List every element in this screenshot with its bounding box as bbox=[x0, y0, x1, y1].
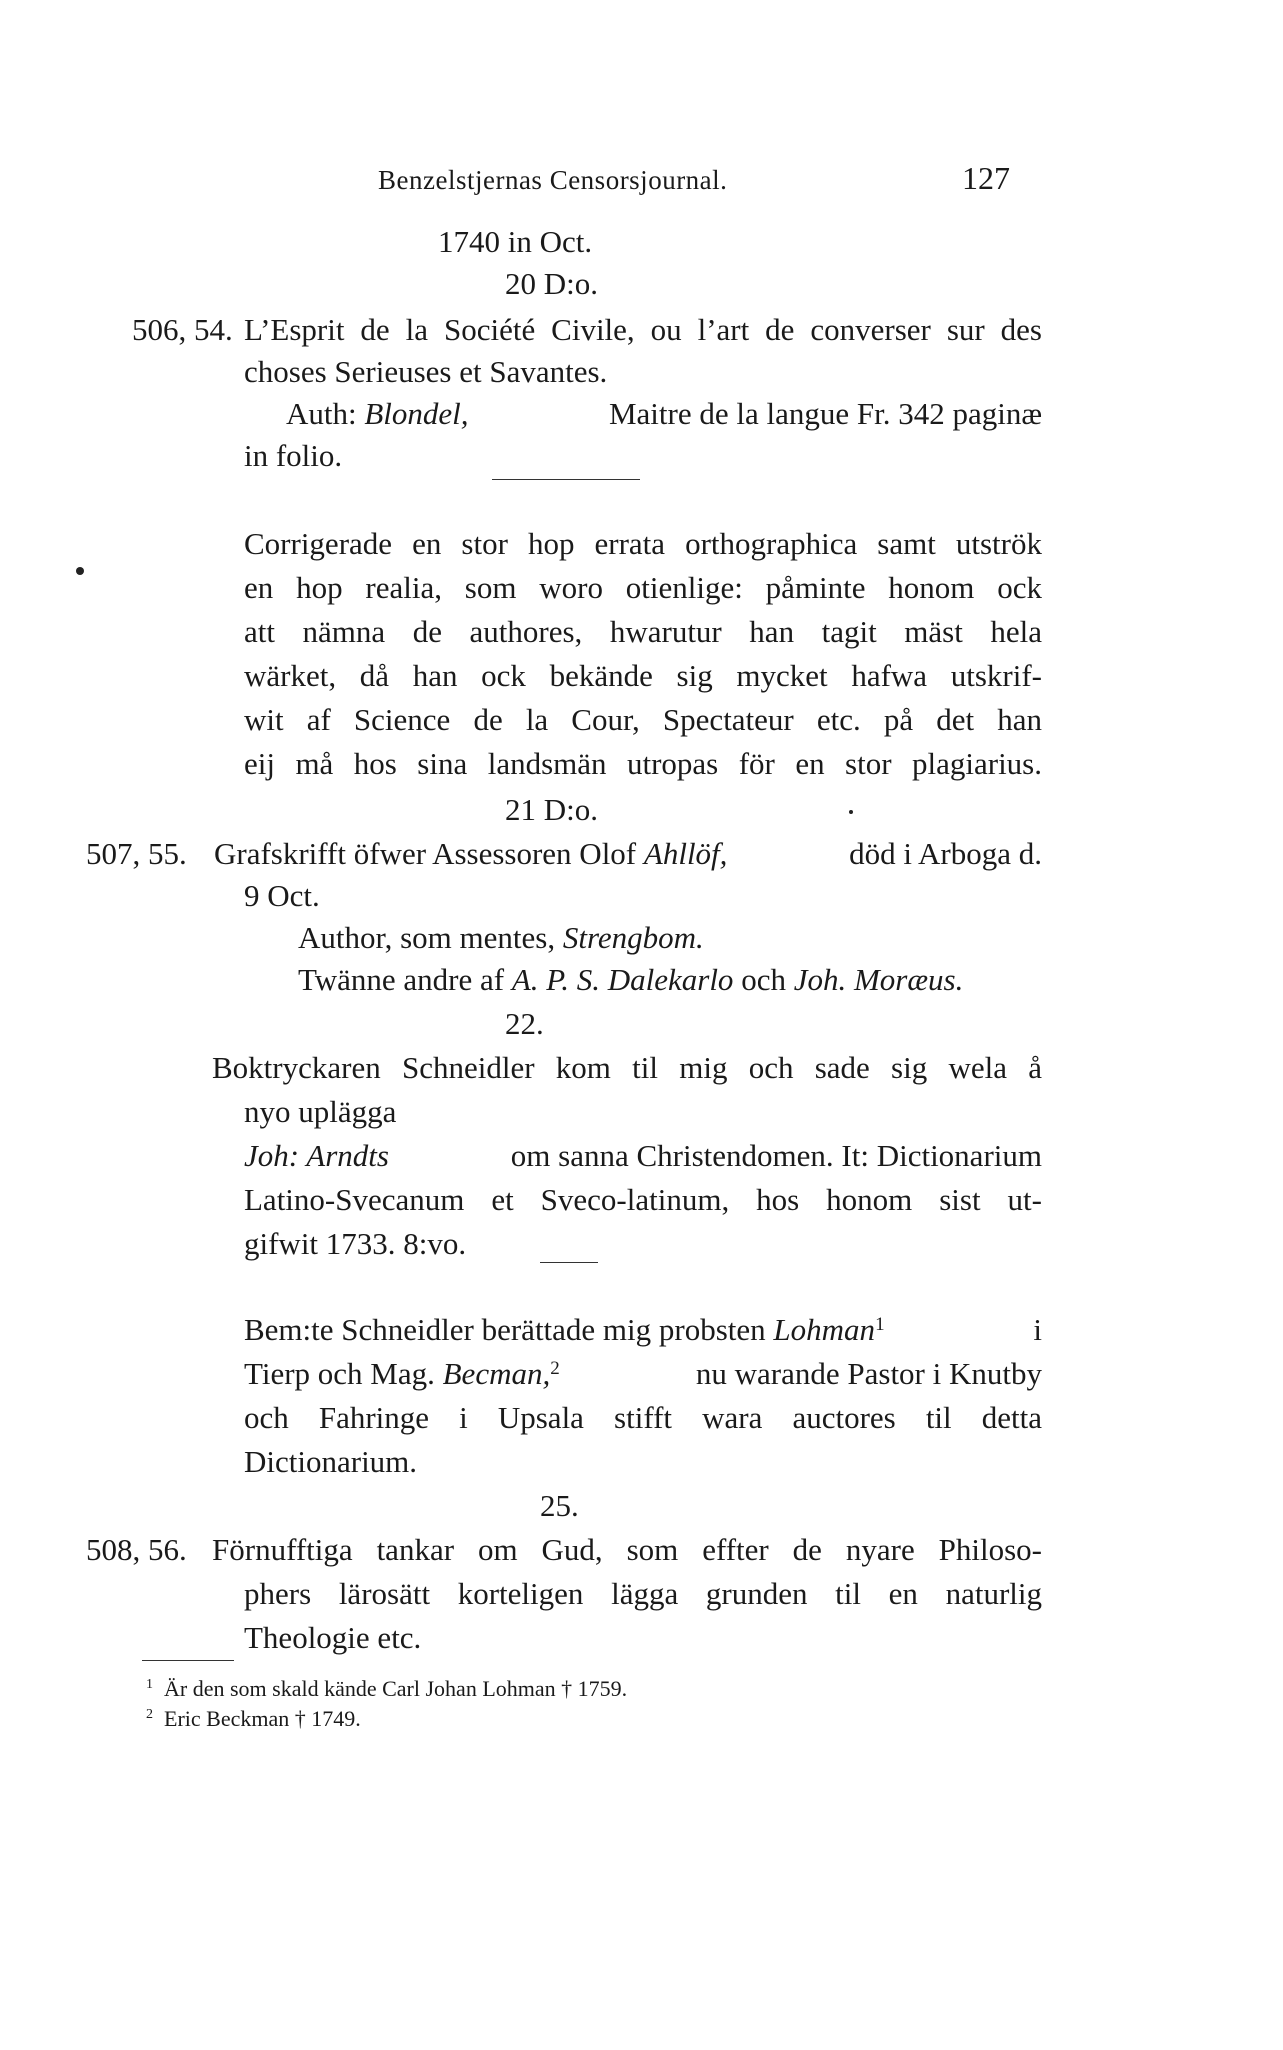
para-2-line-3 bbox=[244, 1136, 1042, 1176]
date-heading-21: 21 D:o. bbox=[505, 792, 598, 827]
date-heading-25: 25. bbox=[540, 1488, 579, 1523]
para-2-name-arndts: Joh: Arndts bbox=[244, 1138, 389, 1173]
para-3-line-2 bbox=[244, 1354, 1042, 1394]
entry-506-line-3 bbox=[286, 394, 1042, 434]
para-1-line-6: eij må hos sina landsmän utropas för en stor plagiarius. bbox=[244, 746, 1042, 781]
para-1-line-2: en hop realia, som woro otienlige: påminte honom ock bbox=[244, 570, 1042, 605]
para-1-line-3: att nämna de authores, hwarutur han tagit mäst hela bbox=[244, 614, 1042, 649]
para-3-name-lohman: Lohman bbox=[773, 1312, 876, 1347]
footnote-1-mark: 1 bbox=[146, 1677, 153, 1692]
footnote-ref-1: 1 bbox=[875, 1314, 885, 1335]
para-2-line-4: Latino-Svecanum et Sveco-latinum, hos honom sist ut- bbox=[244, 1182, 1042, 1217]
entry-507-text-c: Twänne andre af bbox=[298, 962, 512, 997]
entry-507-text-d: och bbox=[733, 962, 794, 997]
entry-506-line-4: in folio. bbox=[244, 438, 343, 473]
para-2-text-rest: om sanna Christendomen. It: Dictionarium bbox=[510, 1138, 1042, 1173]
entry-506-author-name: Blondel, bbox=[364, 396, 469, 431]
footnote-2-mark: 2 bbox=[146, 1707, 153, 1722]
para-3-text-b: i bbox=[1033, 1312, 1042, 1347]
para-3-line-1 bbox=[244, 1310, 1042, 1350]
entry-508-line-2: phers lärosätt korteligen lägga grunden til en naturlig bbox=[244, 1576, 1042, 1611]
entry-508-number: 508, 56. bbox=[86, 1532, 187, 1567]
footnote-2 bbox=[146, 1704, 361, 1734]
entry-507-author-label: Author, som mentes, bbox=[298, 920, 563, 955]
entry-506-auth-rest: Maitre de la langue Fr. 342 paginæ bbox=[608, 396, 1042, 431]
entry-507-text-a: Grafskrifft öfwer Assessoren Olof bbox=[214, 836, 644, 871]
entry-507-line-4 bbox=[298, 960, 963, 1000]
entry-508-line-3: Theologie etc. bbox=[244, 1620, 422, 1655]
footnote-ref-2: 2 bbox=[550, 1358, 560, 1379]
para-1-line-4: wärket, då han ock bekände sig mycket hafwa utskrif- bbox=[244, 658, 1042, 693]
date-heading-22: 22. bbox=[505, 1006, 544, 1041]
footnote-2-text: Eric Beckman † 1749. bbox=[164, 1706, 361, 1731]
running-header-title: Benzelstjernas Censorsjournal. bbox=[378, 165, 728, 195]
entry-507-name-ahllof: Ahllöf, bbox=[643, 836, 728, 871]
entry-506-line-1: L’Esprit de la Société Civile, ou l’art de converser sur des bbox=[244, 312, 1042, 347]
para-3-line-3: och Fahringe i Upsala stifft wara auctores til detta bbox=[244, 1400, 1042, 1435]
date-heading-20: 20 D:o. bbox=[505, 266, 598, 301]
entry-507-name-dalekarlo: A. P. S. Dalekarlo bbox=[511, 962, 734, 997]
para-3-text-c: Tierp och Mag. bbox=[244, 1356, 443, 1391]
footnote-1-text: Är den som skald kände Carl Johan Lohman † 1759. bbox=[164, 1676, 628, 1701]
para-2-line-5: gifwit 1733. 8:vo. bbox=[244, 1226, 467, 1261]
entry-507-name-strengbom: Strengbom. bbox=[562, 920, 704, 955]
entry-507-name-moraeus: Joh. Moræus. bbox=[793, 962, 964, 997]
page-number: 127 bbox=[962, 160, 1010, 196]
entry-507-line-3 bbox=[298, 918, 704, 958]
date-heading-1740: 1740 in Oct. bbox=[438, 224, 593, 259]
stray-dot bbox=[849, 810, 853, 814]
entry-506-number: 506, 54. bbox=[132, 312, 233, 347]
para-3-text-a: Bem:te Schneidler berättade mig probsten bbox=[244, 1312, 774, 1347]
para-2-line-1: Boktryckaren Schneidler kom til mig och sade sig wela å bbox=[212, 1050, 1042, 1085]
separator-rule-1 bbox=[492, 479, 640, 480]
entry-506-auth-label: Auth: bbox=[286, 396, 365, 431]
entry-508-line-1: Förnufftiga tankar om Gud, som effter de nyare Philoso- bbox=[212, 1532, 1042, 1567]
footnote-rule bbox=[142, 1660, 234, 1661]
entry-507-text-b: död i Arboga d. bbox=[849, 836, 1042, 871]
entry-507-line-1 bbox=[214, 834, 1042, 874]
para-3-text-d: nu warande Pastor i Knutby bbox=[695, 1356, 1042, 1391]
separator-rule-2 bbox=[540, 1262, 598, 1263]
para-2-line-2: nyo uplägga bbox=[244, 1094, 397, 1129]
entry-507-line-2: 9 Oct. bbox=[244, 878, 320, 913]
para-3-name-becman: Becman, bbox=[442, 1356, 551, 1391]
margin-mark bbox=[76, 567, 84, 575]
para-1-line-5: wit af Science de la Cour, Spectateur etc. på det han bbox=[244, 702, 1042, 737]
entry-507-number: 507, 55. bbox=[86, 836, 187, 871]
para-1-line-1: Corrigerade en stor hop errata orthographica samt utströk bbox=[244, 526, 1042, 561]
para-3-line-4: Dictionarium. bbox=[244, 1444, 418, 1479]
entry-506-line-2: choses Serieuses et Savantes. bbox=[244, 354, 608, 389]
footnote-1 bbox=[146, 1674, 627, 1704]
